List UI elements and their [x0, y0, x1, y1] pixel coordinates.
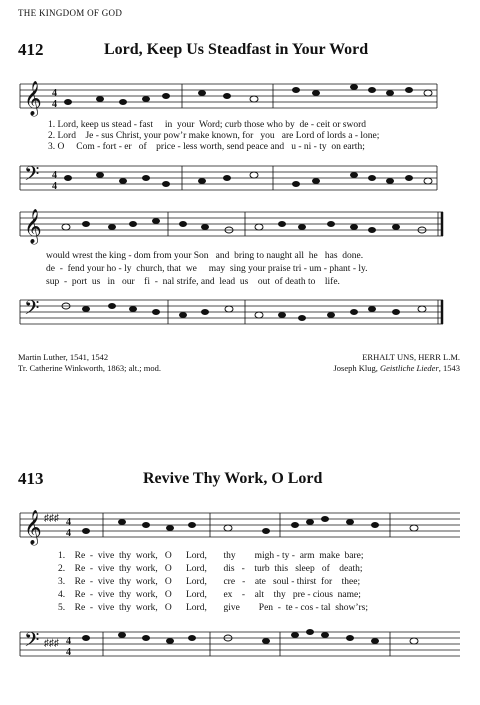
hymn-413-verse-5: 5. Re - vive thy work, O Lord, give Pen - te - cos - tal show’rs;	[58, 603, 369, 613]
music-staff-treble-2	[0, 206, 480, 246]
svg-text:♯♯♯: ♯♯♯	[44, 513, 59, 524]
music-staff-bass	[0, 160, 480, 200]
hymn-413-verse-2: 2. Re - vive thy work, O Lord, dis - turb this sleep of death;	[58, 564, 363, 574]
credit-source-year: , 1543	[438, 363, 460, 373]
credit-composer	[333, 363, 460, 374]
verse-2-line-2: de - fend your ho - ly church, that we may sing your praise tri - um - phant - ly.	[46, 264, 368, 274]
credit-author: Martin Luther, 1541, 1542	[18, 352, 109, 362]
credits-tune	[333, 352, 460, 374]
svg-text:4: 4	[66, 636, 71, 647]
hymn-413-verse-3: 3. Re - vive thy work, O Lord, cre - ate soul - thirst for thee;	[58, 577, 361, 587]
page-header: THE KINGDOM OF GOD	[18, 8, 123, 18]
credits-text	[18, 352, 161, 374]
svg-text:𝄢: 𝄢	[24, 298, 40, 324]
hymn-number-2: 413	[18, 469, 44, 488]
svg-text:𝄞: 𝄞	[24, 82, 42, 115]
svg-text:4: 4	[52, 99, 57, 110]
music-staff-treble	[0, 78, 480, 118]
svg-text:4: 4	[52, 88, 57, 99]
svg-text:4: 4	[66, 647, 71, 658]
svg-text:4: 4	[66, 517, 71, 528]
verse-3-line-2: sup - port us in our fi - nal strife, and lead us out of death to life.	[46, 277, 340, 287]
music-staff-treble-3	[0, 507, 480, 547]
verse-3-line-1: 3. O Com - fort - er of price - less worth, send peace and u - ni - ty on earth;	[48, 142, 365, 152]
music-staff-bass-3	[0, 626, 480, 666]
hymn-title-2: Revive Thy Work, O Lord	[143, 470, 323, 487]
svg-text:4: 4	[52, 181, 57, 192]
hymn-413-verse-1: 1. Re - vive thy work, O Lord, thy migh - ty - arm make bare;	[58, 551, 364, 561]
credit-tune-name: ERHALT UNS, HERR L.M.	[362, 352, 460, 362]
credit-translator: Tr. Catherine Winkworth, 1863; alt.; mod.	[18, 363, 161, 373]
svg-text:𝄞: 𝄞	[24, 210, 42, 243]
svg-text:𝄢: 𝄢	[24, 630, 40, 656]
verse-1-line-2: would wrest the king - dom from your Son and bring to naught all he has done.	[46, 251, 364, 261]
svg-text:𝄢: 𝄢	[24, 164, 40, 190]
music-staff-bass-2	[0, 294, 480, 334]
credit-composer-name: Joseph Klug,	[333, 363, 380, 373]
hymn-title: Lord, Keep Us Steadfast in Your Word	[104, 41, 369, 58]
hymn-413-verse-4: 4. Re - vive thy work, O Lord, ex - alt thy pre - cious name;	[58, 590, 361, 600]
svg-text:♯♯♯: ♯♯♯	[44, 638, 59, 649]
svg-text:4: 4	[66, 528, 71, 539]
hymn-number: 412	[18, 40, 44, 59]
verse-2-line-1: 2. Lord Je - sus Christ, your pow’r make known, for you are Lord of lords a - lone;	[48, 131, 380, 141]
svg-text:4: 4	[52, 170, 57, 181]
svg-text:𝄞: 𝄞	[24, 511, 42, 544]
credit-source-title: Geistliche Lieder	[379, 363, 439, 373]
verse-1-line-1: 1. Lord, keep us stead - fast in your Word; curb those who by de - ceit or sword	[48, 120, 367, 130]
